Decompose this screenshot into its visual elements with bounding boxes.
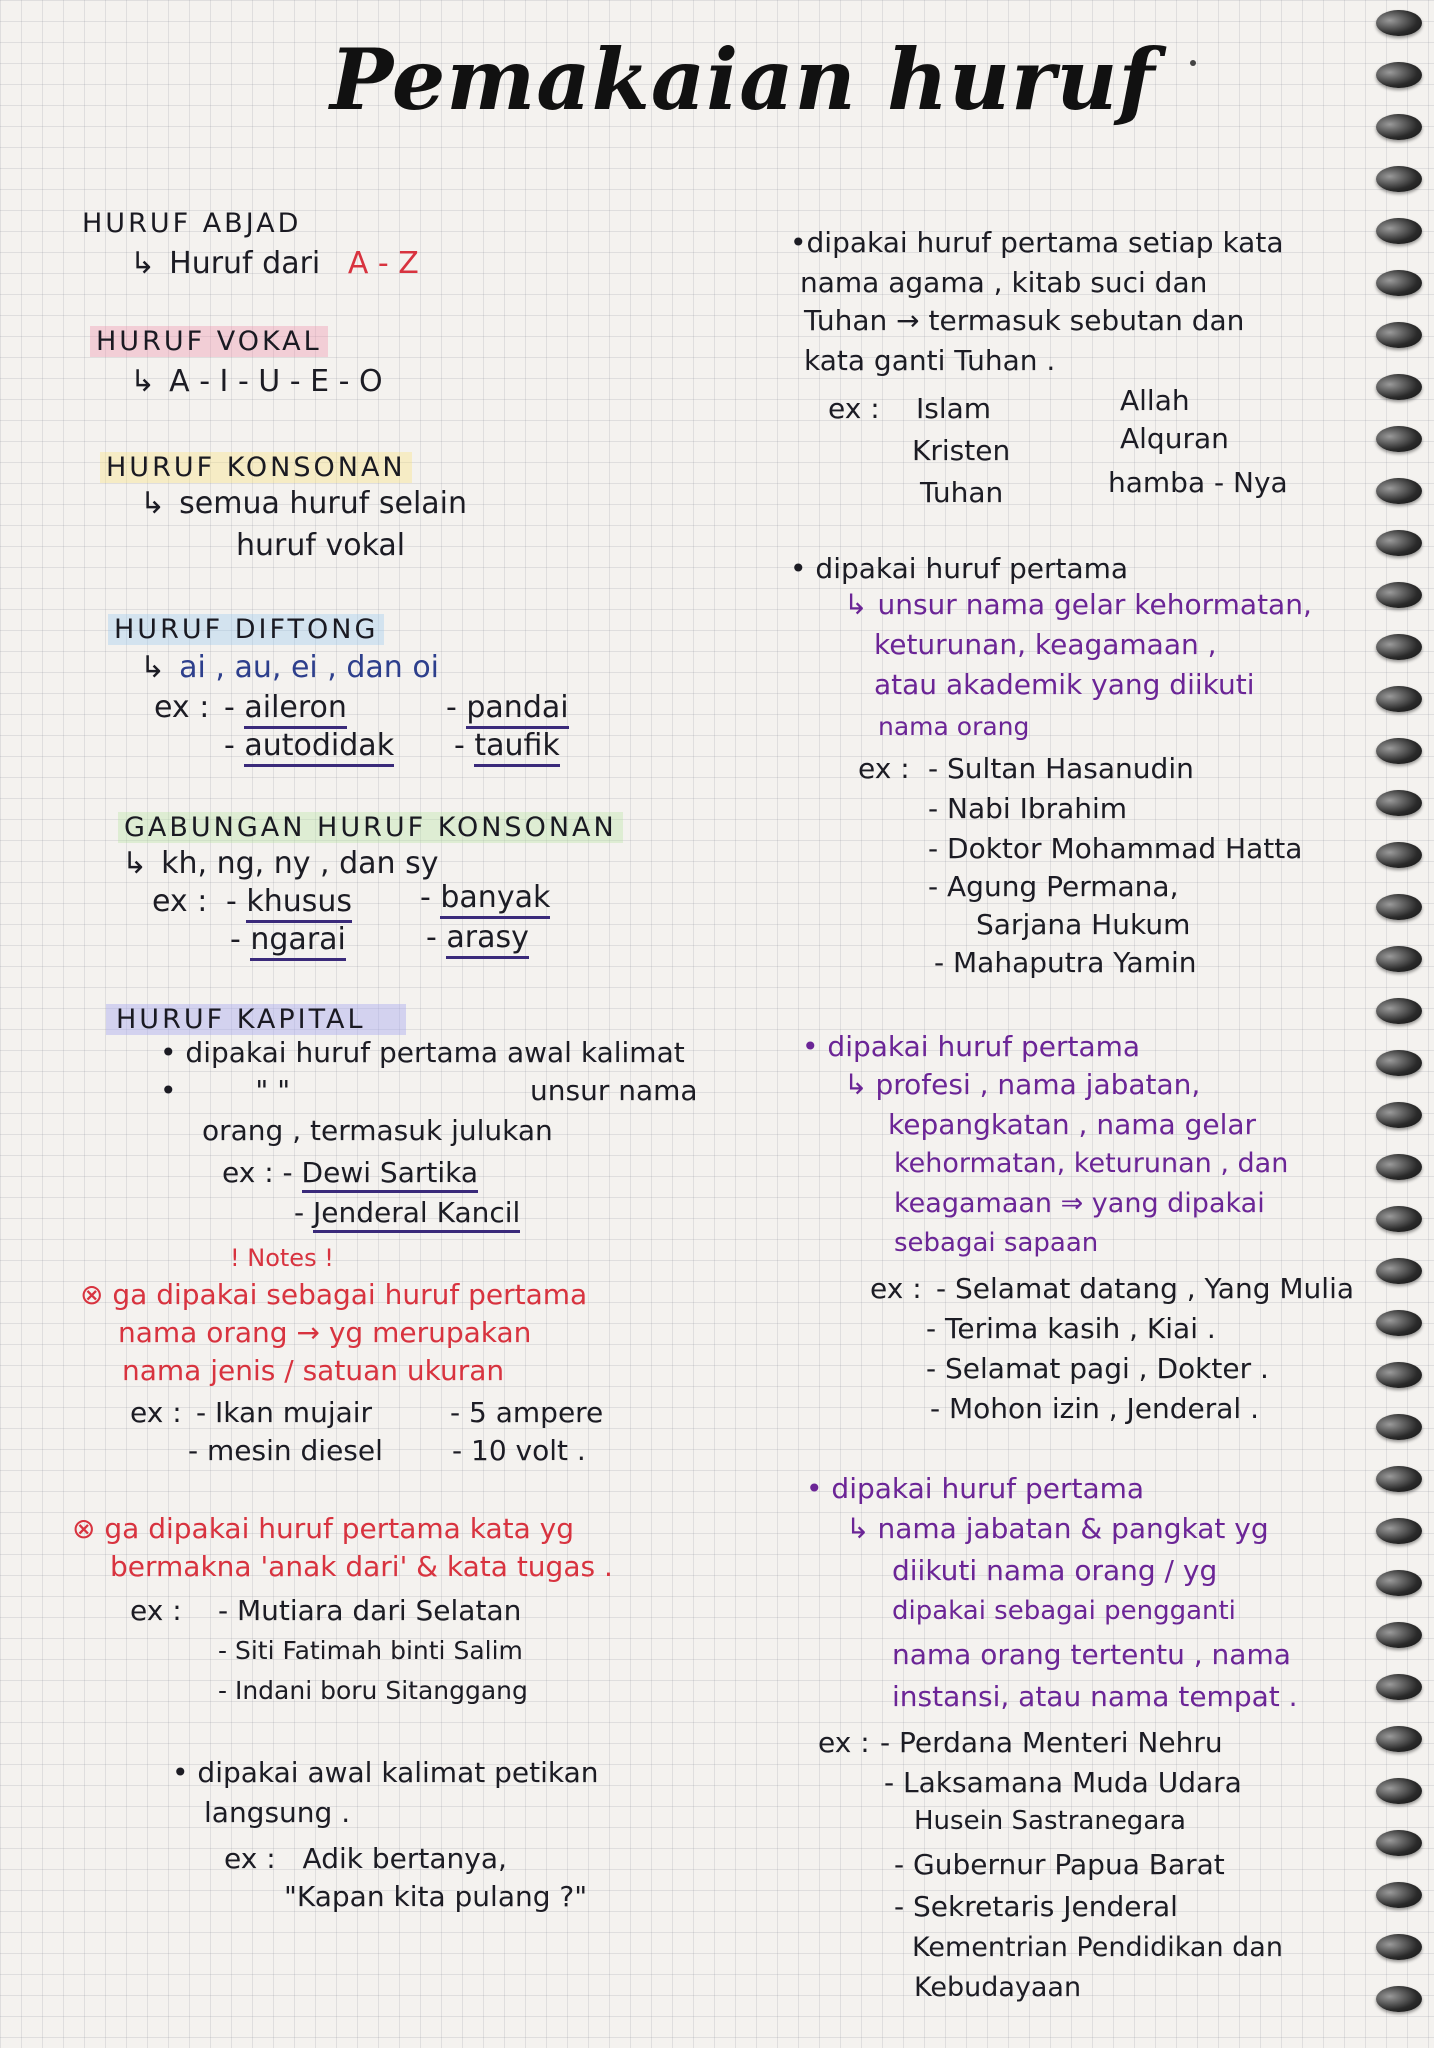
arrow-icon: ↳ bbox=[846, 1512, 870, 1545]
s1-ex6: hamba - Nya bbox=[1108, 466, 1288, 499]
gabungan-ex4: - arasy bbox=[426, 920, 529, 955]
spiral-ring bbox=[1376, 1050, 1422, 1076]
kapital-bullet3-line1: • dipakai awal kalimat petikan bbox=[172, 1756, 599, 1789]
spiral-ring bbox=[1376, 738, 1422, 764]
s1-ex4: Alquran bbox=[1120, 422, 1229, 455]
diftong-items: ai , au, ei , dan oi bbox=[179, 650, 440, 685]
vokal-line bbox=[130, 364, 383, 399]
s3-ex3: - Selamat pagi , Dokter . bbox=[926, 1352, 1269, 1385]
kapital-bullet3-line2: langsung . bbox=[204, 1796, 351, 1829]
arrow-icon: ↳ bbox=[122, 846, 148, 881]
note1-ex2: - 5 ampere bbox=[450, 1396, 604, 1429]
s1-ex3: Kristen bbox=[912, 434, 1011, 467]
s4-ex5: - Sekretaris Jenderal bbox=[894, 1890, 1178, 1923]
note1-ex1: - Ikan mujair bbox=[196, 1396, 373, 1429]
spiral-ring bbox=[1376, 894, 1422, 920]
kapital-bullet3-ex2: "Kapan kita pulang ?" bbox=[284, 1880, 588, 1913]
s2-ex2: - Nabi Ibrahim bbox=[928, 792, 1128, 825]
s4-ex-label: ex : bbox=[818, 1726, 870, 1759]
s3-ex4: - Mohon izin , Jenderal . bbox=[930, 1392, 1260, 1425]
spiral-ring bbox=[1376, 1674, 1422, 1700]
spiral-ring bbox=[1376, 1778, 1422, 1804]
s2-ex-label: ex : bbox=[858, 752, 910, 785]
s4-line2: ↳ nama jabatan & pangkat yg bbox=[846, 1512, 1269, 1545]
gabungan-ex2: - banyak bbox=[420, 880, 550, 915]
arrow-icon: ↳ bbox=[844, 588, 868, 621]
s4-line4: dipakai sebagai pengganti bbox=[892, 1596, 1236, 1626]
s1-line1: •dipakai huruf pertama setiap kata bbox=[790, 226, 1284, 259]
spiral-ring bbox=[1376, 530, 1422, 556]
cross-circle-icon: ⊗ bbox=[72, 1512, 96, 1545]
s2-line3: keturunan, keagamaan , bbox=[874, 628, 1217, 661]
konsonan-line1 bbox=[140, 486, 467, 521]
s3-line4: kehormatan, keturunan , dan bbox=[894, 1148, 1289, 1179]
spiral-ring bbox=[1376, 1622, 1422, 1648]
spiral-ring bbox=[1376, 1830, 1422, 1856]
notes-label: ! Notes ! bbox=[230, 1244, 334, 1272]
s1-ex1: Islam bbox=[916, 392, 992, 425]
note1-ex3: - mesin diesel bbox=[188, 1434, 383, 1467]
note2-ex2: - Siti Fatimah binti Salim bbox=[218, 1636, 523, 1665]
s3-line6: sebagai sapaan bbox=[894, 1228, 1099, 1258]
kapital-bullet2-line2: orang , termasuk julukan bbox=[202, 1114, 553, 1147]
spiral-ring bbox=[1376, 1986, 1422, 2012]
spiral-ring bbox=[1376, 1310, 1422, 1336]
s3-line1: • dipakai huruf pertama bbox=[802, 1030, 1141, 1063]
s2-ex5: Sarjana Hukum bbox=[976, 908, 1191, 941]
note1-ex4: - 10 volt . bbox=[452, 1434, 586, 1467]
spiral-ring bbox=[1376, 686, 1422, 712]
spiral-ring bbox=[1376, 218, 1422, 244]
note2-ex1: - Mutiara dari Selatan bbox=[218, 1594, 522, 1627]
note2-ex3: - Indani boru Sitanggang bbox=[218, 1676, 528, 1705]
spiral-ring bbox=[1376, 634, 1422, 660]
spiral-ring bbox=[1376, 790, 1422, 816]
note2-line2: bermakna 'anak dari' & kata tugas . bbox=[110, 1550, 613, 1583]
s1-line4: kata ganti Tuhan . bbox=[804, 344, 1056, 377]
spiral-ring bbox=[1376, 478, 1422, 504]
diftong-items-line bbox=[140, 650, 439, 685]
spiral-ring bbox=[1376, 582, 1422, 608]
gabungan-ex3: - ngarai bbox=[230, 922, 346, 957]
spiral-ring bbox=[1376, 1570, 1422, 1596]
vokal-heading: HURUF VOKAL bbox=[90, 326, 328, 357]
kapital-ex2: - Jenderal Kancil bbox=[294, 1196, 520, 1229]
spiral-ring bbox=[1376, 10, 1422, 36]
spiral-ring bbox=[1376, 1466, 1422, 1492]
spiral-ring bbox=[1376, 1414, 1422, 1440]
diftong-ex4: - taufik bbox=[454, 728, 560, 763]
s1-ex5: Tuhan bbox=[920, 476, 1004, 509]
abjad-line bbox=[130, 246, 419, 281]
s4-ex7: Kebudayaan bbox=[914, 1972, 1082, 2003]
s3-ex2: - Terima kasih , Kiai . bbox=[926, 1312, 1216, 1345]
spiral-binding bbox=[1376, 0, 1434, 2048]
diftong-ex-label: ex : bbox=[154, 690, 210, 725]
s4-ex1: - Perdana Menteri Nehru bbox=[880, 1726, 1223, 1759]
spiral-ring bbox=[1376, 62, 1422, 88]
s1-line3: Tuhan → termasuk sebutan dan bbox=[804, 304, 1245, 337]
note1-ex-label: ex : bbox=[130, 1396, 182, 1429]
spiral-ring bbox=[1376, 1934, 1422, 1960]
s2-line2: ↳ unsur nama gelar kehormatan, bbox=[844, 588, 1312, 621]
gabungan-heading: GABUNGAN HURUF KONSONAN bbox=[118, 812, 623, 843]
kapital-bullet1: • dipakai huruf pertama awal kalimat bbox=[160, 1036, 685, 1069]
note2-ex-label: ex : bbox=[130, 1594, 182, 1627]
s4-line6: instansi, atau nama tempat . bbox=[892, 1680, 1298, 1713]
note2-line1: ⊗ ga dipakai huruf pertama kata yg bbox=[72, 1512, 575, 1545]
gabungan-items: kh, ng, ny , dan sy bbox=[161, 846, 439, 881]
spiral-ring bbox=[1376, 998, 1422, 1024]
arrow-icon: ↳ bbox=[140, 486, 166, 521]
gabungan-ex-label: ex : bbox=[152, 884, 208, 919]
s2-line5: nama orang bbox=[878, 712, 1030, 741]
s1-ex2: Allah bbox=[1120, 384, 1190, 417]
s4-ex3: Husein Sastranegara bbox=[914, 1806, 1186, 1836]
abjad-range: A - Z bbox=[347, 246, 419, 281]
s4-line1: • dipakai huruf pertama bbox=[806, 1472, 1145, 1505]
gabungan-ex1: - khusus bbox=[226, 884, 352, 919]
note1-line1: ⊗ ga dipakai sebagai huruf pertama bbox=[80, 1278, 588, 1311]
vokal-letters: A - I - U - E - O bbox=[169, 364, 383, 399]
spiral-ring bbox=[1376, 946, 1422, 972]
s4-line3: diikuti nama orang / yg bbox=[892, 1554, 1218, 1587]
arrow-icon: ↳ bbox=[130, 246, 156, 281]
s4-ex4: - Gubernur Papua Barat bbox=[894, 1848, 1225, 1881]
page-title: Pemakaian huruf bbox=[330, 30, 1156, 129]
kapital-heading: HURUF KAPITAL bbox=[106, 1004, 406, 1035]
diftong-ex3: - autodidak bbox=[224, 728, 394, 763]
s3-ex1: - Selamat datang , Yang Mulia bbox=[936, 1272, 1355, 1305]
kapital-bullet3-ex1: ex : Adik bertanya, bbox=[224, 1842, 507, 1875]
abjad-heading: HURUF ABJAD bbox=[82, 208, 302, 239]
s4-line5: nama orang tertentu , nama bbox=[892, 1638, 1291, 1671]
spiral-ring bbox=[1376, 426, 1422, 452]
diftong-ex2: - pandai bbox=[446, 690, 569, 725]
gabungan-items-line bbox=[122, 846, 438, 881]
s2-line4: atau akademik yang diikuti bbox=[874, 668, 1255, 701]
spiral-ring bbox=[1376, 1258, 1422, 1284]
spiral-ring bbox=[1376, 270, 1422, 296]
note1-line2: nama orang → yg merupakan bbox=[118, 1316, 532, 1349]
s3-line2: ↳ profesi , nama jabatan, bbox=[844, 1068, 1201, 1101]
abjad-text: Huruf dari bbox=[169, 246, 321, 281]
kapital-ex1: ex : - Dewi Sartika bbox=[222, 1156, 478, 1189]
konsonan-heading: HURUF KONSONAN bbox=[100, 452, 412, 483]
spiral-ring bbox=[1376, 322, 1422, 348]
s3-ex-label: ex : bbox=[870, 1272, 922, 1305]
spiral-ring bbox=[1376, 1154, 1422, 1180]
arrow-icon: ↳ bbox=[130, 364, 156, 399]
s1-line2: nama agama , kitab suci dan bbox=[800, 266, 1208, 299]
diftong-ex1: - aileron bbox=[224, 690, 347, 725]
spiral-ring bbox=[1376, 1102, 1422, 1128]
spiral-ring bbox=[1376, 114, 1422, 140]
spiral-ring bbox=[1376, 842, 1422, 868]
s2-line1: • dipakai huruf pertama bbox=[790, 552, 1129, 585]
cross-circle-icon: ⊗ bbox=[80, 1278, 104, 1311]
kapital-bullet2-rest: unsur nama bbox=[530, 1074, 698, 1107]
spiral-ring bbox=[1376, 1206, 1422, 1232]
arrow-icon: ↳ bbox=[844, 1068, 868, 1101]
spiral-ring bbox=[1376, 1726, 1422, 1752]
s1-ex-label: ex : bbox=[828, 392, 880, 425]
note1-line3: nama jenis / satuan ukuran bbox=[122, 1354, 505, 1387]
spiral-ring bbox=[1376, 1518, 1422, 1544]
s2-ex1: - Sultan Hasanudin bbox=[928, 752, 1194, 785]
s3-line3: kepangkatan , nama gelar bbox=[888, 1108, 1257, 1141]
s2-ex3: - Doktor Mohammad Hatta bbox=[928, 832, 1303, 865]
spiral-ring bbox=[1376, 374, 1422, 400]
arrow-icon: ↳ bbox=[140, 650, 166, 685]
kapital-bullet2: • " " bbox=[160, 1074, 291, 1107]
s2-ex4: - Agung Permana, bbox=[928, 870, 1179, 903]
s4-ex2: - Laksamana Muda Udara bbox=[884, 1766, 1242, 1799]
spiral-ring bbox=[1376, 1882, 1422, 1908]
diftong-heading: HURUF DIFTONG bbox=[108, 614, 384, 645]
konsonan-text1: semua huruf selain bbox=[179, 486, 468, 521]
s4-ex6: Kementrian Pendidikan dan bbox=[912, 1932, 1283, 1963]
s3-line5: keagamaan ⇒ yang dipakai bbox=[894, 1188, 1265, 1219]
s2-ex6: - Mahaputra Yamin bbox=[934, 946, 1197, 979]
spiral-ring bbox=[1376, 166, 1422, 192]
konsonan-line2: huruf vokal bbox=[236, 528, 406, 563]
spiral-ring bbox=[1376, 1362, 1422, 1388]
ink-dot bbox=[1190, 60, 1196, 66]
